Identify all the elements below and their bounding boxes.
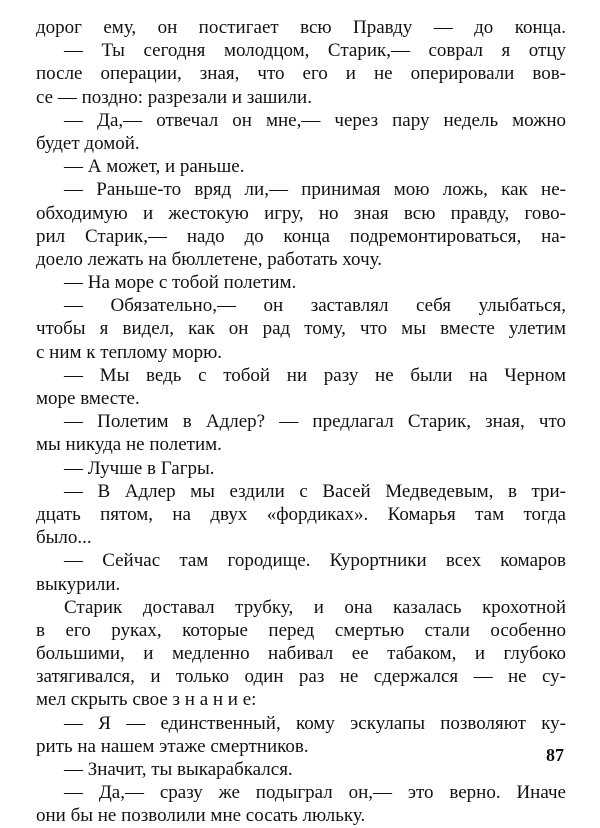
text-line: большими, и медленно набивал ее табаком, и глубоко (36, 643, 566, 665)
text-line: — Ты сегодня молодцом, Старик,— соврал я отцу (64, 40, 566, 62)
text-line: — Мы ведь с тобой ни разу не были на Черном (64, 364, 566, 386)
text-line: — В Адлер мы ездили с Васей Медведевым, в три- (64, 480, 566, 502)
text-line: с ним к теплому морю. (36, 341, 223, 363)
text-line: чтобы я видел, как он рад тому, что мы вместе улетим (36, 318, 566, 340)
text-line: затягивался, и только один раз не сдержался — не су- (36, 666, 566, 688)
text-line: море вместе. (36, 388, 140, 409)
text-line: мел скрыть свое з н а н и е: (36, 689, 257, 711)
text-line: выкурили. (36, 573, 121, 595)
text-line: — Обязательно,— он заставлял себя улыбаться, (64, 295, 566, 317)
text-line: было... (36, 527, 92, 549)
text-line: дорог ему, он постигает всю Правду — до конца. (36, 17, 566, 38)
text-line: в его руках, которые перед смертью стали особенно (36, 619, 566, 641)
text-line: доело лежать на бюллетене, работать хочу. (36, 248, 382, 270)
text-line: будет домой. (36, 132, 140, 154)
page-text (36, 16, 566, 828)
text-line: — Полетим в Адлер? — предлагал Старик, зная, что (64, 411, 566, 433)
text-line: они бы не позволили мне сосать люльку. (36, 805, 366, 827)
text-line: обходимую и жестокую игру, но зная всю правду, гово- (36, 202, 566, 224)
text-line: — Раньше-то вряд ли,— принимая мою ложь, как не- (64, 179, 566, 201)
text-line: — А может, и раньше. (64, 156, 245, 178)
text-line: — Я — единственный, кому эскулапы позволяют ку- (64, 712, 566, 734)
text-line: рить на нашем этаже смертников. (36, 735, 309, 757)
text-line: — Да,— отвечал он мне,— через пару недель можно (64, 109, 566, 131)
text-line: мы никуда не полетим. (36, 434, 222, 456)
text-line: се — поздно: разрезали и зашили. (36, 86, 312, 108)
text-line: — Лучше в Гагры. (64, 457, 215, 479)
text-line: — Значит, ты выкарабкался. (64, 759, 293, 780)
text-line: дцать пятом, на двух «фордиках». Комарья там тогда (36, 503, 566, 525)
text-line: после операции, зная, что его и не оперировали вов- (36, 63, 566, 85)
text-line: — На море с тобой полетим. (64, 272, 297, 294)
text-line: — Да,— сразу же подыграл он,— это верно. Иначе (64, 782, 566, 804)
text-line: рил Старик,— надо до конца подремонтироваться, на- (36, 225, 566, 247)
text-line: — Сейчас там городище. Курортники всех комаров (64, 550, 566, 572)
text-line: Старик доставал трубку, и она казалась крохотной (64, 596, 566, 618)
page-number: 87 (546, 745, 564, 765)
